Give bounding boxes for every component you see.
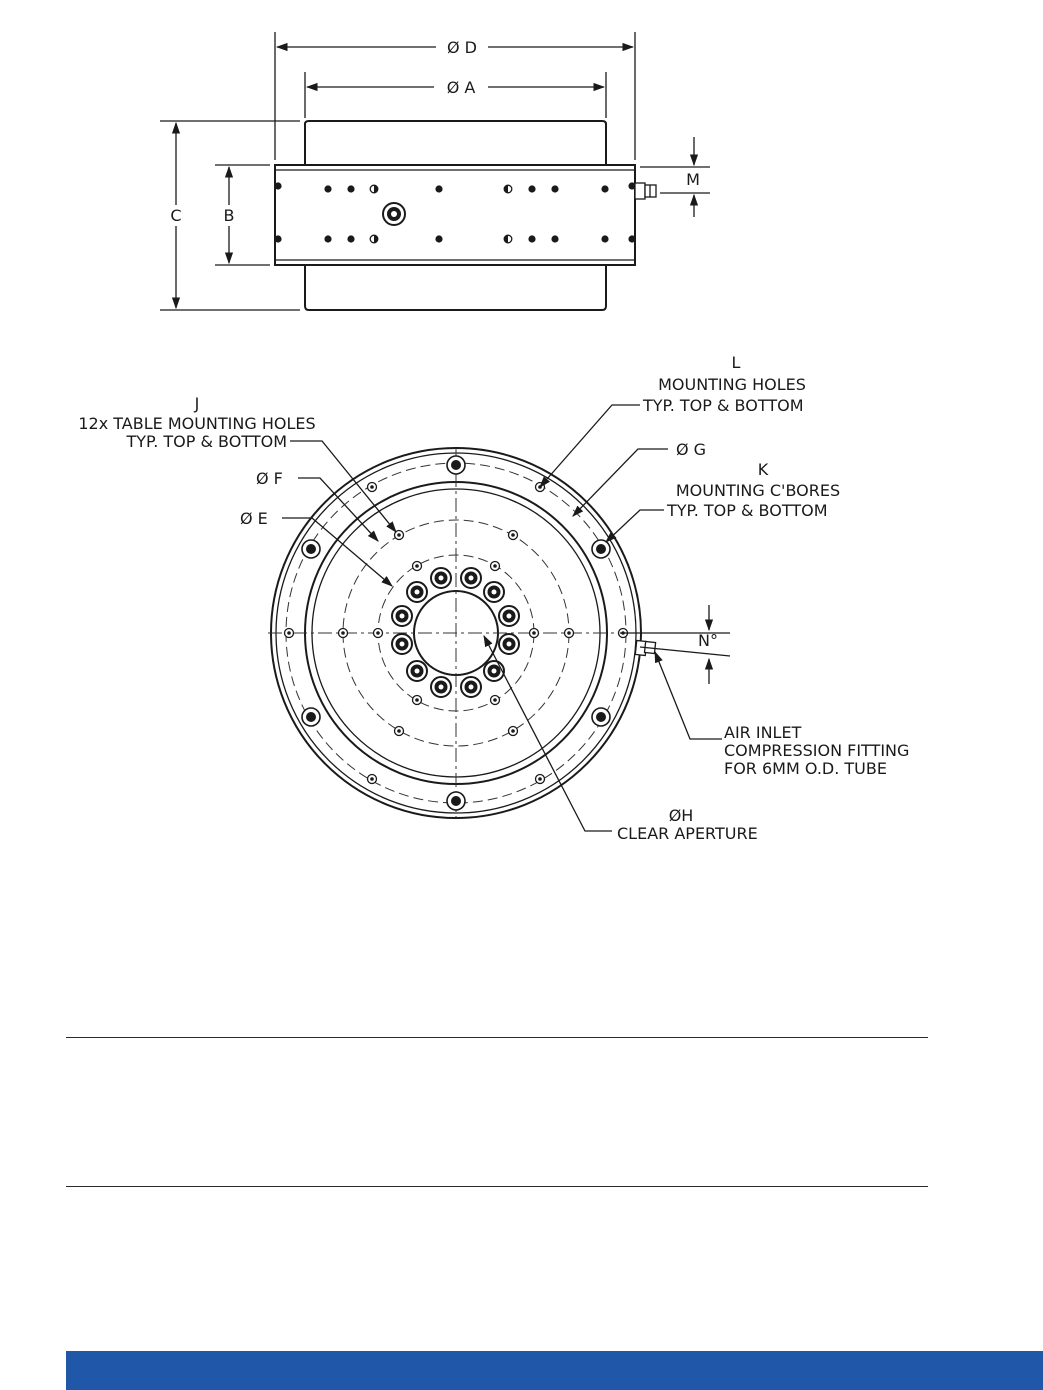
callout-j-line3: TYP. TOP & BOTTOM (126, 432, 287, 451)
callout-j-line2: 12x TABLE MOUNTING HOLES (78, 414, 316, 433)
callout-k-line1: K (757, 460, 769, 479)
callout-h-line2: CLEAR APERTURE (617, 824, 758, 843)
footer-bar (66, 1351, 1043, 1390)
callout-n-label: N° (698, 631, 718, 650)
callout-l-line3: TYP. TOP & BOTTOM (643, 396, 804, 415)
stage-body (275, 165, 635, 265)
callout-air-line1: AIR INLET (724, 723, 802, 742)
side-view (160, 32, 710, 310)
callout-h-line1: ØH (668, 806, 694, 825)
callout-k-line3: TYP. TOP & BOTTOM (667, 501, 828, 520)
callout-air-line3: FOR 6MM O.D. TUBE (724, 759, 887, 778)
dim-d-label: Ø D (447, 38, 477, 57)
top-view (78, 353, 909, 843)
callout-air-line2: COMPRESSION FITTING (724, 741, 910, 760)
side-holes (274, 182, 635, 242)
dim-m-label: M (686, 170, 700, 189)
callout-e-label: Ø E (240, 509, 268, 528)
bottom-hub (305, 265, 606, 310)
callout-l-line1: L (731, 353, 741, 372)
dim-a-label: Ø A (446, 78, 476, 97)
divider-rule-top (66, 1037, 928, 1038)
callout-l-line2: MOUNTING HOLES (658, 375, 806, 394)
callout-g-label: Ø G (676, 440, 707, 459)
air-fitting-side (635, 183, 656, 199)
dim-c-label: C (170, 206, 182, 225)
top-hub (305, 121, 606, 165)
callout-f-label: Ø F (256, 469, 283, 488)
dim-b-label: B (223, 206, 235, 225)
callout-j-line1: J (194, 394, 200, 413)
side-port (383, 203, 405, 225)
divider-rule-bottom (66, 1186, 928, 1187)
callout-k-line2: MOUNTING C'BORES (675, 481, 841, 500)
